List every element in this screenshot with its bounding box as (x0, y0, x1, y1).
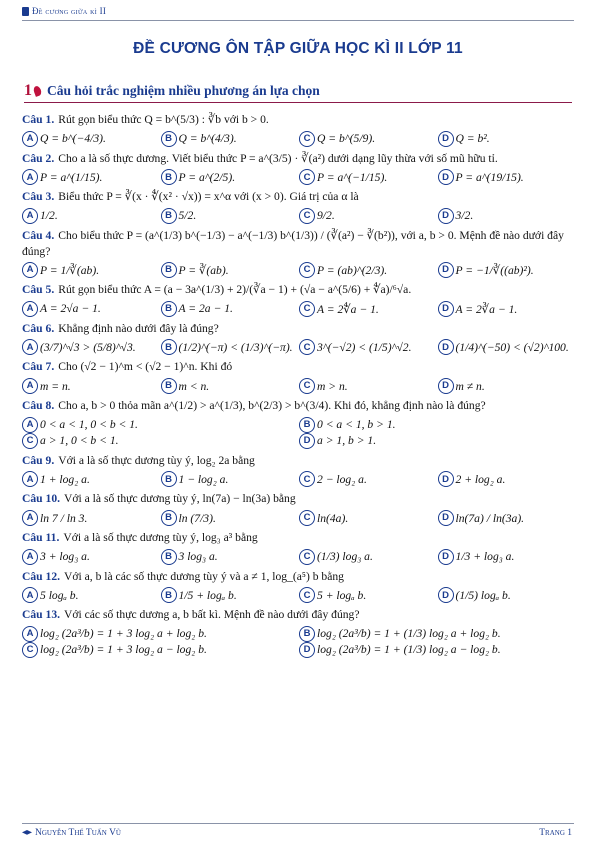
option-d[interactable] (438, 549, 577, 565)
header-rule (22, 20, 574, 21)
question-7 (22, 359, 576, 394)
option-a[interactable] (22, 510, 161, 526)
option-c[interactable] (299, 378, 438, 394)
option-a[interactable] (22, 587, 161, 603)
option-group (22, 301, 576, 317)
option-letter-badge: B (161, 208, 177, 224)
option-b[interactable] (299, 626, 576, 642)
option-letter-badge: D (438, 131, 454, 147)
question-stem (22, 282, 576, 298)
option-b[interactable] (299, 417, 576, 433)
question-label: Câu 13. (22, 608, 61, 622)
question-text: Cho biểu thức P = (a^(1/3) b^(−1/3) − a^(−1/3) b^(1/3)) / (∛(a²) − ∛(b²)), với a, b > 0. Mệnh đề nào dưới đây đúng? (22, 228, 564, 258)
section-marker-icon (33, 85, 43, 97)
option-text: 3/2. (455, 209, 474, 223)
option-b[interactable] (161, 471, 300, 487)
question-text: Với a là số thực dương tùy ý, log₃ a³ bằng (63, 531, 258, 545)
option-text: 1 − log₂ a. (178, 472, 229, 486)
option-text: P = a^(−1/15). (317, 170, 388, 184)
option-d[interactable] (438, 587, 577, 603)
option-d[interactable] (438, 301, 577, 317)
question-text: Với a, b là các số thực dương tùy ý và a ≠ 1, log_(a⁵) b bằng (64, 569, 344, 583)
option-d[interactable] (438, 339, 577, 355)
option-text: log₂ (2a³/b) = 1 + (1/3) log₂ a − log₂ b. (317, 643, 501, 657)
option-c[interactable] (299, 301, 438, 317)
option-c[interactable] (299, 169, 438, 185)
option-text: log₂ (2a³/b) = 1 + 3 log₂ a − log₂ b. (40, 643, 207, 657)
option-d[interactable] (438, 262, 577, 278)
option-letter-badge: B (161, 378, 177, 394)
option-group (22, 549, 576, 565)
option-text: P = a^(2/5). (178, 170, 236, 184)
question-text: Với a là số thực dương tùy ý, ln(7a) − ln(3a) bằng (64, 492, 296, 506)
option-letter-badge: D (438, 339, 454, 355)
option-a[interactable] (22, 169, 161, 185)
question-label: Câu 1. (22, 113, 55, 126)
question-label: Câu 7. (22, 360, 55, 374)
option-b[interactable] (161, 301, 300, 317)
option-a[interactable] (22, 208, 161, 224)
option-group (22, 626, 576, 658)
question-stem (22, 607, 576, 623)
option-letter-badge: C (299, 510, 315, 526)
option-text: (1/3) log₃ a. (317, 550, 373, 564)
option-text: ln(7a) / ln(3a). (455, 511, 525, 525)
option-letter-badge: C (22, 433, 38, 449)
option-letter-badge: A (22, 510, 38, 526)
option-text: P = −1/∛((ab)²). (455, 264, 534, 278)
option-text: P = (ab)^(2/3). (317, 263, 388, 277)
option-letter-badge: C (299, 131, 315, 147)
option-c[interactable] (299, 471, 438, 487)
option-a[interactable] (22, 301, 161, 317)
question-text: Cho (√2 − 1)^m < (√2 − 1)^n. Khi đó (58, 360, 233, 374)
option-a[interactable] (22, 378, 161, 394)
option-b[interactable] (161, 587, 300, 603)
question-9 (22, 453, 576, 488)
option-group (22, 208, 576, 224)
section-heading (24, 80, 572, 103)
question-label: Câu 11. (22, 531, 60, 545)
option-letter-badge: C (299, 471, 315, 487)
page-number: Trang 1 (539, 828, 572, 838)
option-letter-badge: C (299, 549, 315, 565)
document-title: ĐỀ CƯƠNG ÔN TẬP GIỮA HỌC KÌ II LỚP 11 (133, 40, 463, 57)
section-title: Câu hỏi trắc nghiệm nhiều phương án lựa chọn (47, 83, 320, 98)
option-text: 5/2. (178, 209, 197, 223)
running-header (22, 6, 106, 16)
option-text: 1 + log₂ a. (40, 472, 90, 486)
option-letter-badge: B (161, 131, 177, 147)
option-a[interactable] (22, 262, 161, 278)
option-group (22, 417, 576, 449)
option-letter-badge: B (161, 169, 177, 185)
option-letter-badge: A (22, 417, 38, 433)
question-text: Với các số thực dương a, b bất kì. Mệnh đề nào dưới đây đúng? (64, 608, 360, 622)
option-text: A = 2a − 1. (178, 302, 233, 316)
option-c[interactable] (299, 549, 438, 565)
option-text: 2 − log₂ a. (317, 472, 367, 486)
option-text: ln 7 / ln 3. (40, 511, 88, 525)
option-letter-badge: C (299, 587, 315, 603)
option-text: m ≠ n. (455, 379, 485, 393)
question-2 (22, 151, 576, 186)
question-text: Cho a là số thực dương. Viết biểu thức P = a^(3/5) · ∛(a²) dưới dạng lũy thừa với số mũ hữu tỉ. (58, 151, 498, 165)
option-c[interactable] (299, 208, 438, 224)
option-letter-badge: A (22, 471, 38, 487)
option-a[interactable] (22, 131, 161, 147)
option-text: 2 + log₂ a. (455, 472, 506, 486)
option-text: 0 < a < 1, 0 < b < 1. (40, 418, 138, 432)
question-label: Câu 5. (22, 283, 55, 297)
question-3 (22, 189, 576, 224)
option-letter-badge: A (22, 378, 38, 394)
footer-rule (22, 823, 574, 824)
option-text: m > n. (317, 379, 348, 393)
question-10 (22, 491, 576, 526)
question-stem (22, 321, 576, 337)
option-letter-badge: B (161, 587, 177, 603)
option-letter-badge: A (22, 208, 38, 224)
option-text: ln(4a). (317, 511, 349, 525)
option-letter-badge: A (22, 339, 38, 355)
question-text: Với a là số thực dương tùy ý, log₂ 2a bằng (58, 453, 255, 467)
option-a[interactable] (22, 339, 161, 355)
book-icon (22, 7, 29, 16)
option-text: 5 logₐ b. (40, 588, 79, 602)
option-group (22, 378, 576, 394)
option-d[interactable] (438, 510, 577, 526)
question-4 (22, 228, 576, 278)
option-text: log₂ (2a³/b) = 1 + 3 log₂ a + log₂ b. (40, 627, 207, 641)
question-text: Biểu thức P = ∛(x · ∜(x² · √x)) = x^α với (x > 0). Giá trị của α là (58, 190, 359, 204)
question-stem (22, 359, 576, 375)
option-d[interactable] (438, 169, 577, 185)
option-d[interactable] (438, 208, 577, 224)
option-letter-badge: B (161, 510, 177, 526)
option-text: Q = b². (455, 132, 490, 146)
question-stem (22, 491, 576, 507)
option-b[interactable] (161, 262, 300, 278)
option-b[interactable] (161, 131, 300, 147)
option-letter-badge: A (22, 301, 38, 317)
option-text: A = 2∜a − 1. (317, 302, 379, 316)
option-text: log₂ (2a³/b) = 1 + (1/3) log₂ a + log₂ b. (317, 627, 501, 641)
option-letter-badge: B (299, 626, 315, 642)
option-letter-badge: D (438, 301, 454, 317)
question-list (22, 112, 576, 662)
option-letter-badge: D (299, 433, 315, 449)
option-a[interactable] (22, 626, 299, 642)
option-letter-badge: C (299, 339, 315, 355)
option-text: 1/5 + logₐ b. (178, 588, 237, 602)
option-text: P = a^(19/15). (455, 170, 524, 184)
option-letter-badge: B (161, 471, 177, 487)
option-text: Q = b^(4/3). (178, 132, 237, 146)
question-11 (22, 530, 576, 565)
option-a[interactable] (22, 549, 161, 565)
option-text: a > 1, 0 < b < 1. (40, 434, 119, 448)
option-text: P = 1/∛(ab). (40, 264, 100, 278)
option-group (22, 262, 576, 278)
option-text: P = ∛(ab). (178, 264, 229, 278)
option-text: 9/2. (317, 209, 335, 223)
author-name: Nguyễn Thế Tuấn Vũ (35, 828, 121, 838)
option-text: 3 log₃ a. (178, 550, 218, 564)
option-b[interactable] (161, 378, 300, 394)
option-c[interactable] (299, 510, 438, 526)
question-text: Khẳng định nào dưới đây là đúng? (58, 321, 219, 335)
option-letter-badge: B (299, 417, 315, 433)
option-letter-badge: A (22, 549, 38, 565)
option-d[interactable] (438, 131, 577, 147)
question-label: Câu 12. (22, 569, 61, 583)
question-label: Câu 8. (22, 399, 55, 413)
question-label: Câu 3. (22, 190, 55, 204)
option-c[interactable] (299, 131, 438, 147)
option-text: A = 2√a − 1. (40, 302, 101, 316)
option-text: 1/3 + log₃ a. (455, 550, 515, 564)
option-letter-badge: B (161, 549, 177, 565)
question-stem (22, 151, 576, 167)
question-stem (22, 530, 576, 546)
option-letter-badge: D (438, 262, 454, 278)
option-text: Q = b^(−4/3). (40, 132, 106, 146)
option-text: A = 2∛a − 1. (455, 302, 518, 316)
option-group (22, 131, 576, 147)
option-letter-badge: C (299, 169, 315, 185)
option-c[interactable] (22, 433, 299, 449)
option-letter-badge: D (299, 642, 315, 658)
option-letter-badge: D (438, 549, 454, 565)
option-b[interactable] (161, 208, 300, 224)
question-label: Câu 4. (22, 228, 55, 242)
question-stem (22, 189, 576, 205)
question-12 (22, 569, 576, 604)
question-label: Câu 9. (22, 453, 55, 467)
option-letter-badge: D (438, 587, 454, 603)
option-text: 0 < a < 1, b > 1. (317, 418, 396, 432)
option-letter-badge: B (161, 339, 177, 355)
question-label: Câu 10. (22, 492, 61, 506)
option-letter-badge: C (299, 262, 315, 278)
option-text: (1/5) logₐ b. (455, 588, 511, 602)
running-header-text: Đề cương giữa kì II (32, 6, 107, 16)
question-6 (22, 321, 576, 356)
option-text: m = n. (40, 379, 71, 393)
question-stem (22, 228, 576, 259)
option-text: P = a^(1/15). (40, 170, 103, 184)
question-5 (22, 282, 576, 317)
footer-author (22, 828, 121, 838)
option-group (22, 510, 576, 526)
option-text: (1/4)^(−50) < (√2)^100. (455, 340, 569, 354)
option-c[interactable] (22, 642, 299, 658)
question-label: Câu 6. (22, 321, 55, 335)
option-text: ln (7/3). (178, 511, 216, 525)
option-letter-badge: A (22, 169, 38, 185)
option-group (22, 587, 576, 603)
option-letter-badge: C (299, 301, 315, 317)
option-c[interactable] (299, 262, 438, 278)
option-b[interactable] (161, 510, 300, 526)
option-letter-badge: D (438, 471, 454, 487)
option-d[interactable] (299, 433, 576, 449)
option-letter-badge: B (161, 262, 177, 278)
option-letter-badge: A (22, 262, 38, 278)
option-letter-badge: D (438, 510, 454, 526)
graduation-cap-icon (22, 830, 32, 836)
option-letter-badge: A (22, 587, 38, 603)
option-letter-badge: D (438, 378, 454, 394)
option-b[interactable] (161, 549, 300, 565)
option-text: 1/2. (40, 209, 58, 223)
question-stem (22, 398, 576, 414)
option-text: (1/2)^(−π) < (1/3)^(−π). (178, 340, 293, 354)
option-b[interactable] (161, 339, 300, 355)
option-text: 3^(−√2) < (1/5)^√2. (317, 340, 412, 354)
option-letter-badge: D (438, 169, 454, 185)
option-a[interactable] (22, 417, 299, 433)
option-letter-badge: A (22, 131, 38, 147)
option-text: m < n. (178, 379, 210, 393)
option-d[interactable] (438, 471, 577, 487)
question-stem (22, 569, 576, 585)
question-13 (22, 607, 576, 658)
option-d[interactable] (299, 642, 576, 658)
option-c[interactable] (299, 339, 438, 355)
option-letter-badge: C (22, 642, 38, 658)
option-group (22, 471, 576, 487)
option-text: 5 + logₐ b. (317, 588, 367, 602)
option-a[interactable] (22, 471, 161, 487)
option-group (22, 339, 576, 355)
option-d[interactable] (438, 378, 577, 394)
question-label: Câu 2. (22, 151, 55, 165)
question-text: Rút gọn biểu thức A = (a − 3a^(1/3) + 2)/(∛a − 1) + (√a − a^(5/6) + ∜a)/⁶√a. (58, 283, 412, 297)
question-stem (22, 112, 576, 128)
option-letter-badge: D (438, 208, 454, 224)
question-text: Rút gọn biểu thức Q = b^(5/3) : ∛b với b > 0. (58, 113, 269, 126)
option-letter-badge: C (299, 378, 315, 394)
option-text: a > 1, b > 1. (317, 434, 377, 448)
option-letter-badge: C (299, 208, 315, 224)
question-text: Cho a, b > 0 thỏa mãn a^(1/2) > a^(1/3), b^(2/3) > b^(3/4). Khi đó, khẳng định nào là đúng? (58, 399, 486, 413)
option-c[interactable] (299, 587, 438, 603)
option-b[interactable] (161, 169, 300, 185)
option-group (22, 169, 576, 185)
option-text: Q = b^(5/9). (317, 132, 376, 146)
question-stem (22, 453, 576, 469)
question-1 (22, 112, 576, 147)
option-text: (3/7)^√3 > (5/8)^√3. (40, 340, 136, 354)
question-8 (22, 398, 576, 449)
section-number: 1 (24, 82, 32, 99)
option-text: 3 + log₃ a. (40, 550, 90, 564)
option-letter-badge: B (161, 301, 177, 317)
option-letter-badge: A (22, 626, 38, 642)
